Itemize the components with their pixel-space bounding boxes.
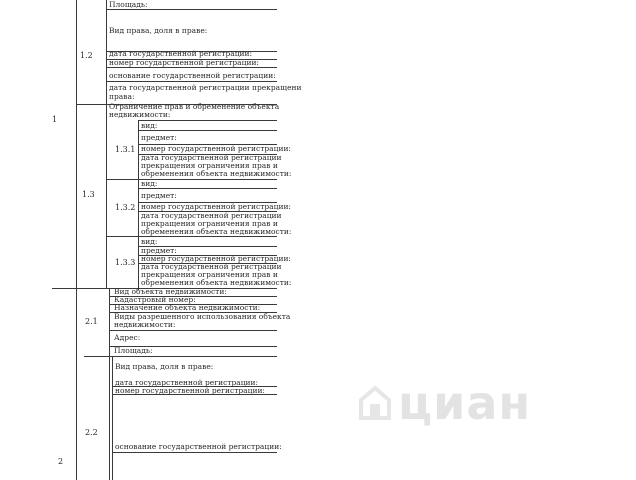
purpose-label: Назначение объекта недвижимости: xyxy=(114,303,261,312)
row-2-2-number: 2.2 xyxy=(85,428,98,437)
right-share-label: Вид права, доля в праве: xyxy=(109,26,208,35)
right-share-label: Вид права, доля в праве: xyxy=(115,362,214,371)
subject-label: предмет: xyxy=(141,133,177,142)
termination-label: дата государственной регистрации xyxy=(141,211,282,220)
section-2-number: 2 xyxy=(58,457,64,466)
reg-number-label: номер государственной регистрации: xyxy=(141,254,291,263)
termination-date-label: дата государственной регистрации прекращени xyxy=(109,83,302,92)
permitted-use-label-cont: недвижимости: xyxy=(114,320,176,329)
termination-label: дата государственной регистрации xyxy=(141,153,282,162)
reg-number-label: номер государственной регистрации: xyxy=(115,386,265,395)
row-1-2-number: 1.2 xyxy=(80,51,93,60)
encumbrance-header: Ограничение прав и обременение объекта xyxy=(109,102,280,111)
termination-label-2: прекращения ограничения прав и xyxy=(141,161,278,170)
termination-date-label-cont: права: xyxy=(109,92,135,101)
termination-label-3: обременения объекта недвижимости: xyxy=(141,227,292,236)
address-label: Адрес: xyxy=(114,333,141,342)
object-type-label: Вид объекта недвижимости: xyxy=(114,287,227,296)
kind-label: вид: xyxy=(141,121,158,130)
kind-label: вид: xyxy=(141,179,158,188)
row-1-3-number: 1.3 xyxy=(82,190,95,199)
col-line-e xyxy=(138,120,139,290)
sub-number-1-3-1: 1.3.1 xyxy=(115,145,136,154)
reg-number-label: номер государственной регистрации: xyxy=(141,144,291,153)
area-label: Площадь: xyxy=(109,0,148,9)
reg-date-label: дата государственной регистрации: xyxy=(115,378,259,387)
subject-label: предмет: xyxy=(141,191,177,200)
termination-label-3: обременения объекта недвижимости: xyxy=(141,278,292,287)
line xyxy=(106,179,277,180)
line xyxy=(106,9,277,10)
sub-number-1-3-3: 1.3.3 xyxy=(115,258,136,267)
line xyxy=(138,130,277,131)
row-2-1-bottom xyxy=(84,356,277,357)
line xyxy=(109,330,277,331)
col-line-a xyxy=(76,0,77,480)
row-2-1-number: 2.1 xyxy=(85,317,98,326)
reg-number-label: номер государственной регистрации: xyxy=(109,58,259,67)
permitted-use-label: Виды разрешенного использования объекта xyxy=(114,312,291,321)
col-line-b xyxy=(106,0,107,288)
line xyxy=(112,452,277,453)
subject-label: предмет: xyxy=(141,246,177,255)
line xyxy=(106,67,277,68)
cadastral-number-label: Кадастровый номер: xyxy=(114,295,196,304)
section-1-number: 1 xyxy=(52,115,58,124)
termination-label-2: прекращения ограничения прав и xyxy=(141,219,278,228)
line xyxy=(106,236,277,237)
area-label: Площадь: xyxy=(114,346,153,355)
kind-label: вид: xyxy=(141,237,158,246)
col-line-c xyxy=(109,288,110,480)
termination-label: дата государственной регистрации xyxy=(141,262,282,271)
reg-date-label: дата государственной регистрации: xyxy=(109,49,253,58)
reg-basis-label: основание государственной регистрации: xyxy=(109,71,276,80)
line xyxy=(138,120,277,121)
line xyxy=(106,81,277,82)
encumbrance-header-cont: недвижимости: xyxy=(109,110,171,119)
sub-number-1-3-2: 1.3.2 xyxy=(115,203,136,212)
reg-basis-label: основание государственной регистрации: xyxy=(115,442,282,451)
line xyxy=(138,188,277,189)
termination-label-3: обременения объекта недвижимости: xyxy=(141,169,292,178)
reg-number-label: номер государственной регистрации: xyxy=(141,202,291,211)
col-line-d xyxy=(112,356,113,480)
termination-label-2: прекращения ограничения прав и xyxy=(141,270,278,279)
watermark-text: циан xyxy=(398,376,532,430)
watermark-logo-icon xyxy=(358,384,392,420)
